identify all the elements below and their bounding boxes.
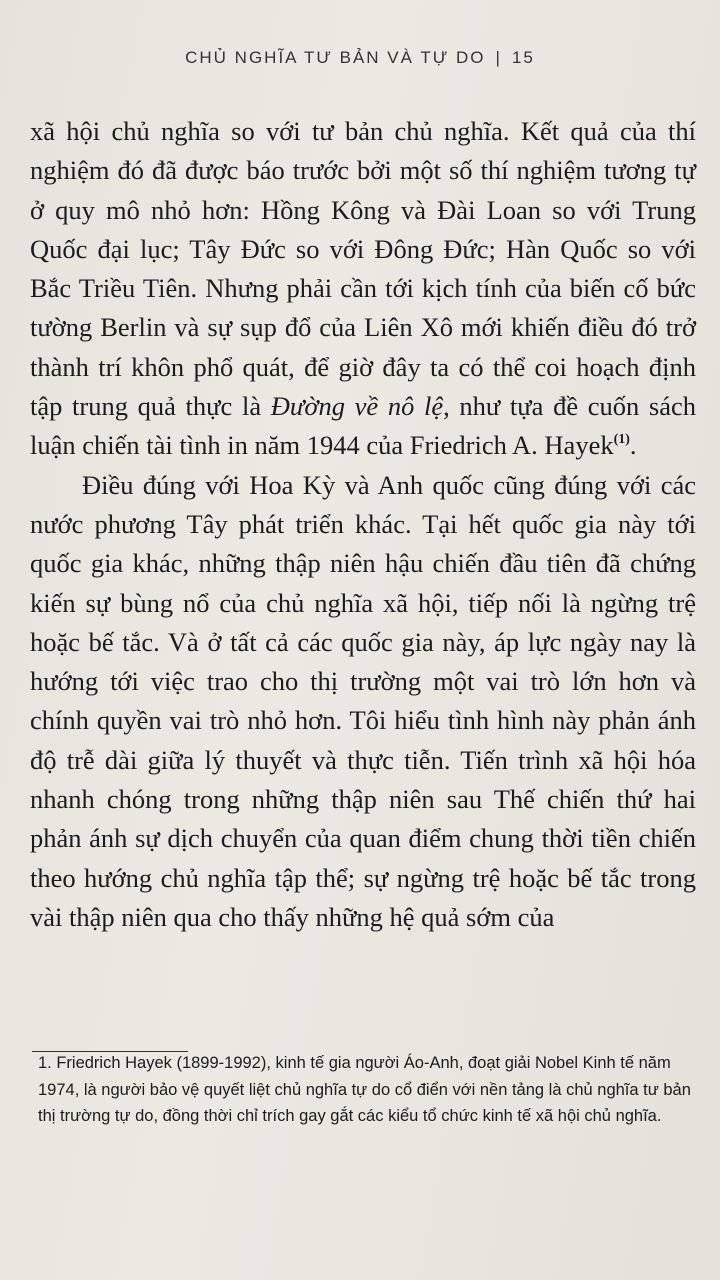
footnote (38, 1050, 700, 1130)
footnote-reference: (1) (613, 432, 630, 448)
body-text (30, 112, 696, 937)
paragraph-1-end: . (629, 430, 637, 461)
chapter-title: CHỦ NGHĨA TƯ BẢN VÀ TỰ DO (185, 48, 486, 67)
paragraph-1 (30, 112, 696, 466)
paragraph-1-tail: , như tựa đề cuốn sách luận chiến tài tình in năm 1944 của Friedrich A. Hayek (30, 391, 697, 461)
footnote-text: 1. Friedrich Hayek (1899-1992), kinh tế gia người Áo-Anh, đoạt giải Nobel Kinh tế năm 1974, là người bảo vệ quyết liệt chủ nghĩa tự do cổ điển với nền tảng là chủ nghĩa tư bản thị trường tự do, đồng thời chỉ trích gay gắt các kiểu tổ chức kinh tế xã hội chủ nghĩa. (38, 1054, 691, 1125)
running-header (0, 48, 720, 68)
book-title-italic: Đường về nô lệ (270, 391, 444, 422)
header-separator: | (495, 48, 502, 67)
page-number: 15 (511, 48, 535, 67)
paragraph-2: Điều đúng với Hoa Kỳ và Anh quốc cũng đúng với các nước phương Tây phát triển khác. Tại hết quốc gia này tới quốc gia khác, những thập niên hậu chiến đầu tiên đã chứng kiến sự bùng nổ của chủ nghĩa xã hội, tiếp nối là ngừng trệ hoặc bế tắc. Và ở tất cả các quốc gia này, áp lực ngày nay là hướng tới việc trao cho thị trường một vai trò lớn hơn và chính quyền vai trò nhỏ hơn. Tôi hiểu tình hình này phản ánh độ trễ dài giữa lý thuyết và thực tiễn. Tiến trình xã hội hóa nhanh chóng trong những thập niên sau Thế chiến thứ hai phản ánh sự dịch chuyển của quan điểm chung thời tiền chiến theo hướng chủ nghĩa tập thể; sự ngừng trệ hoặc bế tắc trong vài thập niên qua cho thấy những hệ quả sớm của (30, 469, 696, 932)
paragraph-1-text: xã hội chủ nghĩa so với tư bản chủ nghĩa. Kết quả của thí nghiệm đó đã được báo trước bởi một số thí nghiệm tương tự ở quy mô nhỏ hơn: Hồng Kông và Đài Loan so với Trung Quốc đại lục; Tây Đức so với Đông Đức; Hàn Quốc so với Bắc Triều Tiên. Nhưng phải cần tới kịch tính của biến cố bức tường Berlin và sự sụp đổ của Liên Xô mới khiến điều đó trở thành trí khôn phổ quát, để giờ đây ta có thể coi hoạch định tập trung quả thực là (30, 116, 696, 422)
